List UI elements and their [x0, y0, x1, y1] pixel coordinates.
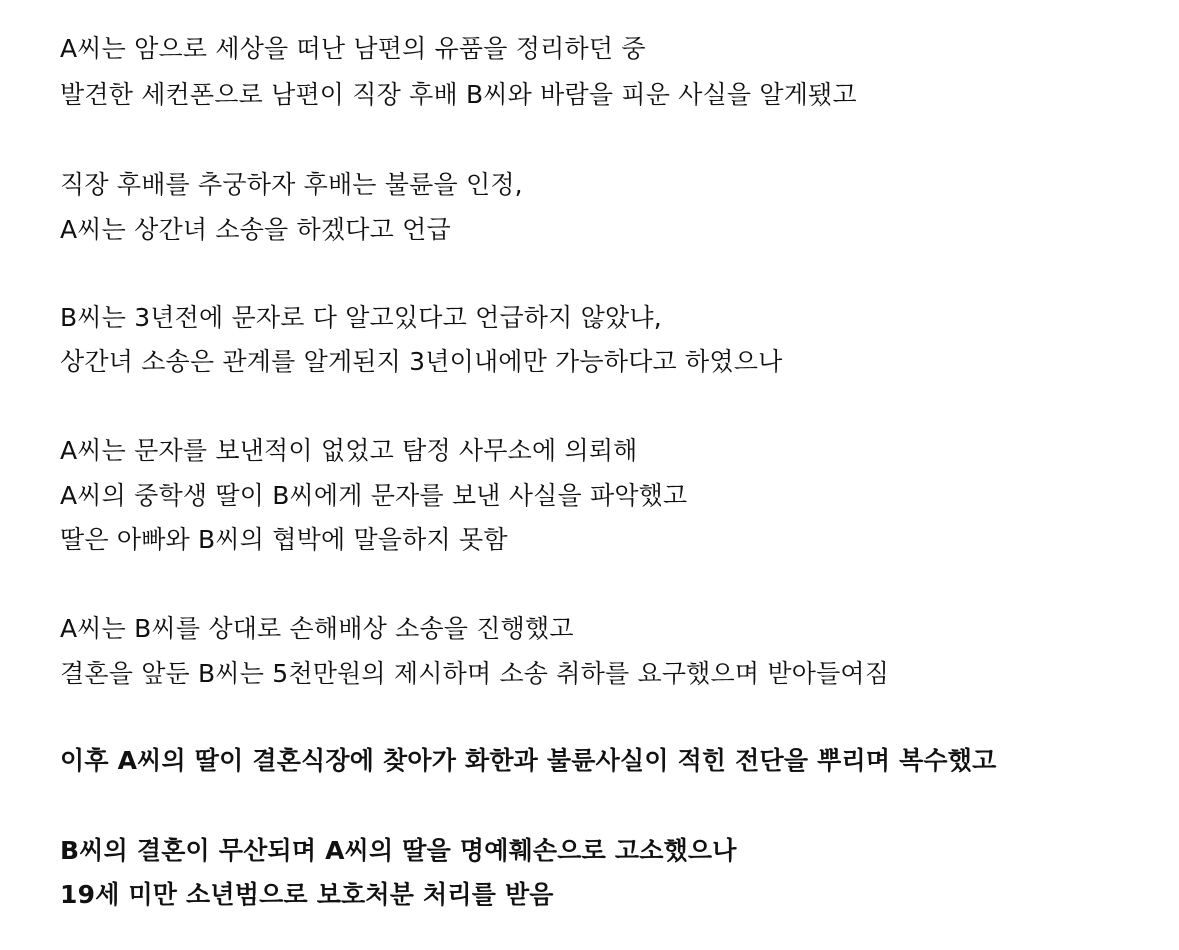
text-line: 결혼을 앞둔 B씨는 5천만원의 제시하며 소송 취하를 요구했으며 받아들여짐 [60, 659, 890, 688]
bold-text-line: 이후 A씨의 딸이 결혼식장에 찾아가 화한과 불륜사실이 적힌 전단을 뿌리며 복수했고 [60, 746, 997, 775]
text-line: 발견한 세컨폰으로 남편이 직장 후배 B씨와 바람을 피운 사실을 알게됐고 [60, 80, 857, 109]
text-line: A씨는 상간녀 소송을 하겠다고 언급 [60, 215, 451, 244]
text-line: A씨의 중학생 딸이 B씨에게 문자를 보낸 사실을 파악했고 [60, 481, 688, 510]
bold-text-line: B씨의 결혼이 무산되며 A씨의 딸을 명예훼손으로 고소했으나 [60, 836, 737, 865]
text-line: 직장 후배를 추궁하자 후배는 불륜을 인정, [60, 170, 523, 199]
bold-text-line: 19세 미만 소년범으로 보호처분 처리를 받음 [60, 880, 554, 909]
text-line: 상간녀 소송은 관계를 알게된지 3년이내에만 가능하다고 하였으나 [60, 347, 783, 376]
text-line: A씨는 B씨를 상대로 손해배상 소송을 진행했고 [60, 614, 574, 643]
text-line: A씨는 문자를 보낸적이 없었고 탐정 사무소에 의뢰해 [60, 436, 638, 465]
text-line: 딸은 아빠와 B씨의 협박에 말을하지 못함 [60, 525, 508, 554]
text-line: A씨는 암으로 세상을 떠난 남편의 유품을 정리하던 중 [60, 34, 646, 63]
text-line: B씨는 3년전에 문자로 다 알고있다고 언급하지 않았냐, [60, 303, 662, 332]
